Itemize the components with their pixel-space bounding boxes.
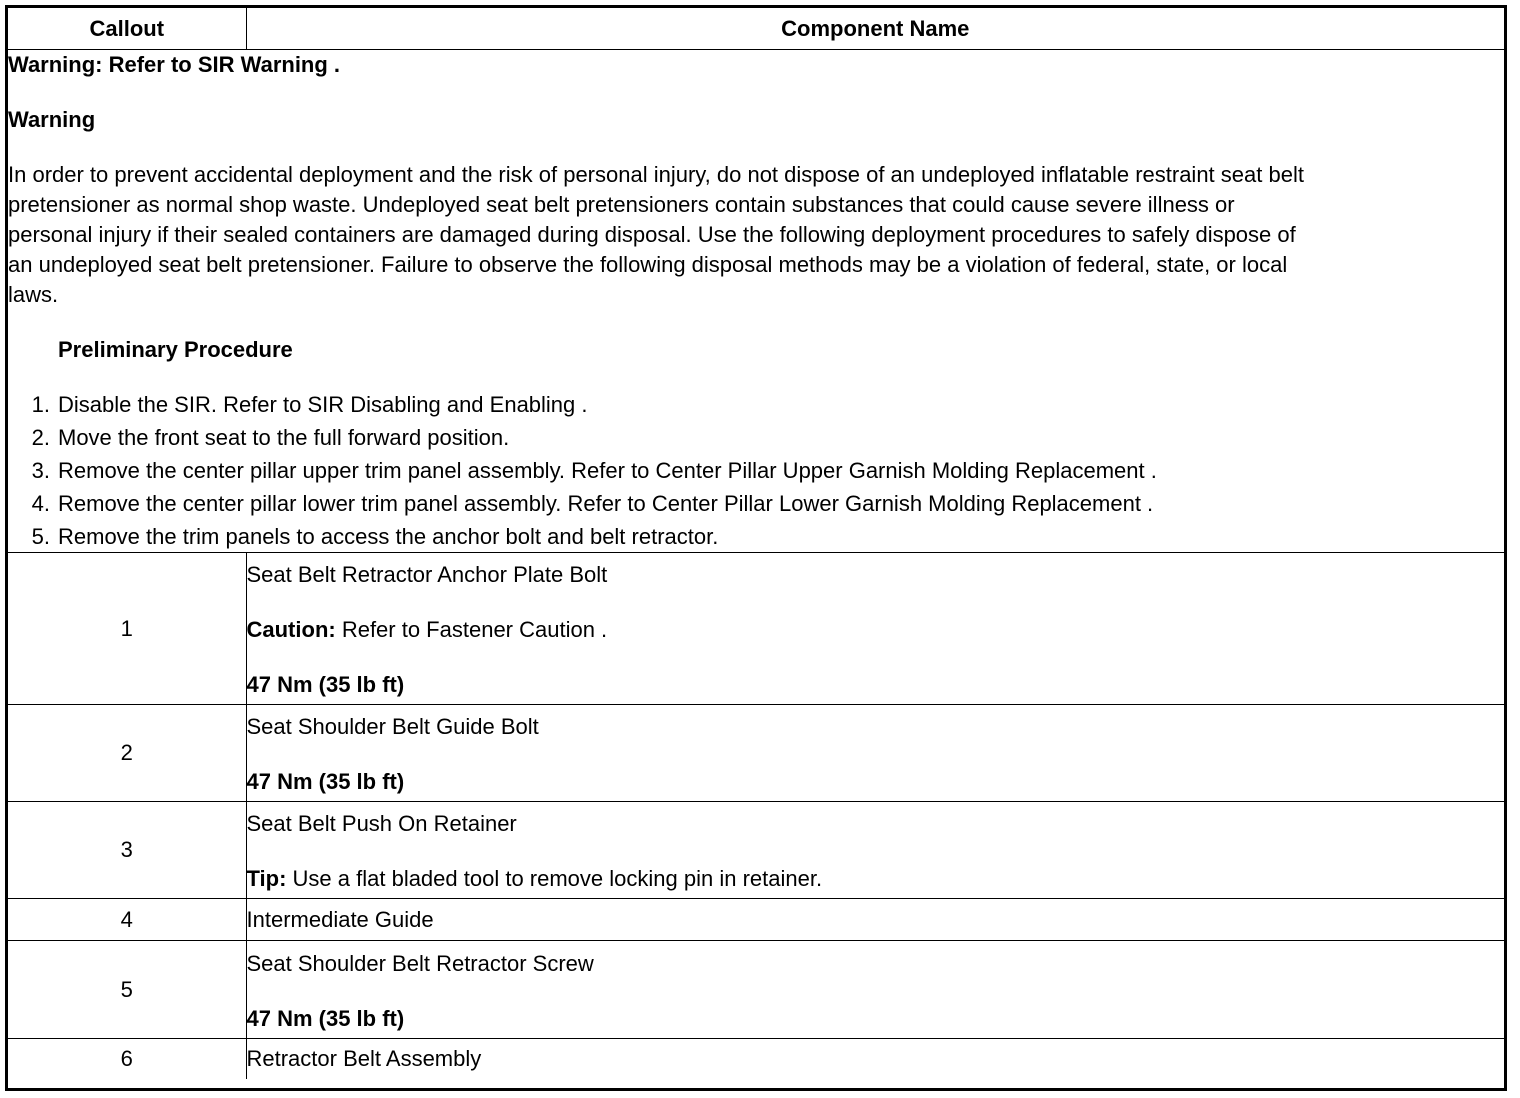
procedure-title: Preliminary Procedure <box>58 337 293 362</box>
tip-label: Tip: <box>246 866 287 891</box>
table-row <box>8 553 1504 705</box>
warning-row <box>8 50 1504 553</box>
warning-body <box>8 160 1504 310</box>
table-row <box>8 899 1504 941</box>
table-row <box>8 1039 1504 1079</box>
procedure-step <box>8 522 1504 552</box>
component-table-frame <box>5 5 1507 1091</box>
component-name: Retractor Belt Assembly <box>246 1039 1504 1079</box>
caution-label: Caution: <box>246 617 336 642</box>
step-text: Remove the center pillar lower trim panel assembly. Refer to Center Pillar Lower Garnish Molding Replacement . <box>58 491 1154 516</box>
component-name: Seat Shoulder Belt Retractor Screw <box>246 950 594 976</box>
warning-body-line: laws. <box>8 282 59 307</box>
warning-body-line: In order to prevent accidental deployment and the risk of personal injury, do not dispose of an undeployed inflatable restraint seat belt <box>8 162 1304 187</box>
step-text: Remove the trim panels to access the anchor bolt and belt retractor. <box>58 524 719 549</box>
step-number: 5. <box>31 524 50 549</box>
component-cell <box>246 705 1504 802</box>
callout-number: 5 <box>8 941 246 1039</box>
procedure-steps <box>8 390 1504 552</box>
callout-number: 3 <box>8 802 246 899</box>
step-text: Disable the SIR. Refer to SIR Disabling and Enabling . <box>58 392 588 417</box>
callout-number: 1 <box>8 553 246 705</box>
procedure-step <box>8 423 1504 456</box>
component-name: Seat Belt Push On Retainer <box>246 811 517 836</box>
callout-number: 6 <box>8 1039 246 1079</box>
procedure-step <box>8 390 1504 423</box>
warning-title: Warning <box>8 107 96 132</box>
warning-cell <box>8 50 1504 553</box>
step-number: 4. <box>31 491 50 516</box>
component-cell <box>246 802 1504 899</box>
callout-column-header: Callout <box>8 8 246 50</box>
table-row <box>8 705 1504 802</box>
component-table <box>8 8 1504 1079</box>
torque-spec: 47 Nm (35 lb ft) <box>246 672 405 697</box>
step-number: 1. <box>31 392 50 417</box>
table-row <box>8 941 1504 1039</box>
component-name: Seat Belt Retractor Anchor Plate Bolt <box>246 562 608 587</box>
component-name: Seat Shoulder Belt Guide Bolt <box>246 714 539 739</box>
warning-body-line: an undeployed seat belt pretensioner. Failure to observe the following disposal methods may be a violation of federal, state, or local <box>8 252 1288 277</box>
procedure-step <box>8 489 1504 522</box>
tip-note <box>247 864 1505 894</box>
caution-note <box>247 615 1505 645</box>
warning-body-line: personal injury if their sealed containers are damaged during disposal. Use the following deployment procedures to safely dispose of <box>8 222 1296 247</box>
step-number: 3. <box>31 458 50 483</box>
component-cell <box>246 553 1504 705</box>
procedure-step <box>8 456 1504 489</box>
table-row <box>8 802 1504 899</box>
warning-reference: Warning: Refer to SIR Warning . <box>8 52 341 77</box>
tip-text: Use a flat bladed tool to remove locking pin in retainer. <box>286 866 823 891</box>
table-header-row <box>8 8 1504 50</box>
torque-spec: 47 Nm (35 lb ft) <box>246 769 405 794</box>
step-number: 2. <box>31 425 50 450</box>
callout-number: 4 <box>8 899 246 941</box>
component-name: Intermediate Guide <box>246 899 1504 941</box>
warning-body-line: pretensioner as normal shop waste. Undeployed seat belt pretensioners contain substances that could cause severe illness or <box>8 192 1235 217</box>
caution-text: Refer to Fastener Caution . <box>335 617 608 642</box>
component-cell <box>246 941 1504 1039</box>
step-text: Move the front seat to the full forward position. <box>58 425 510 450</box>
step-text: Remove the center pillar upper trim panel assembly. Refer to Center Pillar Upper Garnish Molding Replacement . <box>58 458 1157 483</box>
torque-spec: 47 Nm (35 lb ft) <box>246 1005 405 1031</box>
component-name-column-header: Component Name <box>246 8 1504 50</box>
callout-number: 2 <box>8 705 246 802</box>
